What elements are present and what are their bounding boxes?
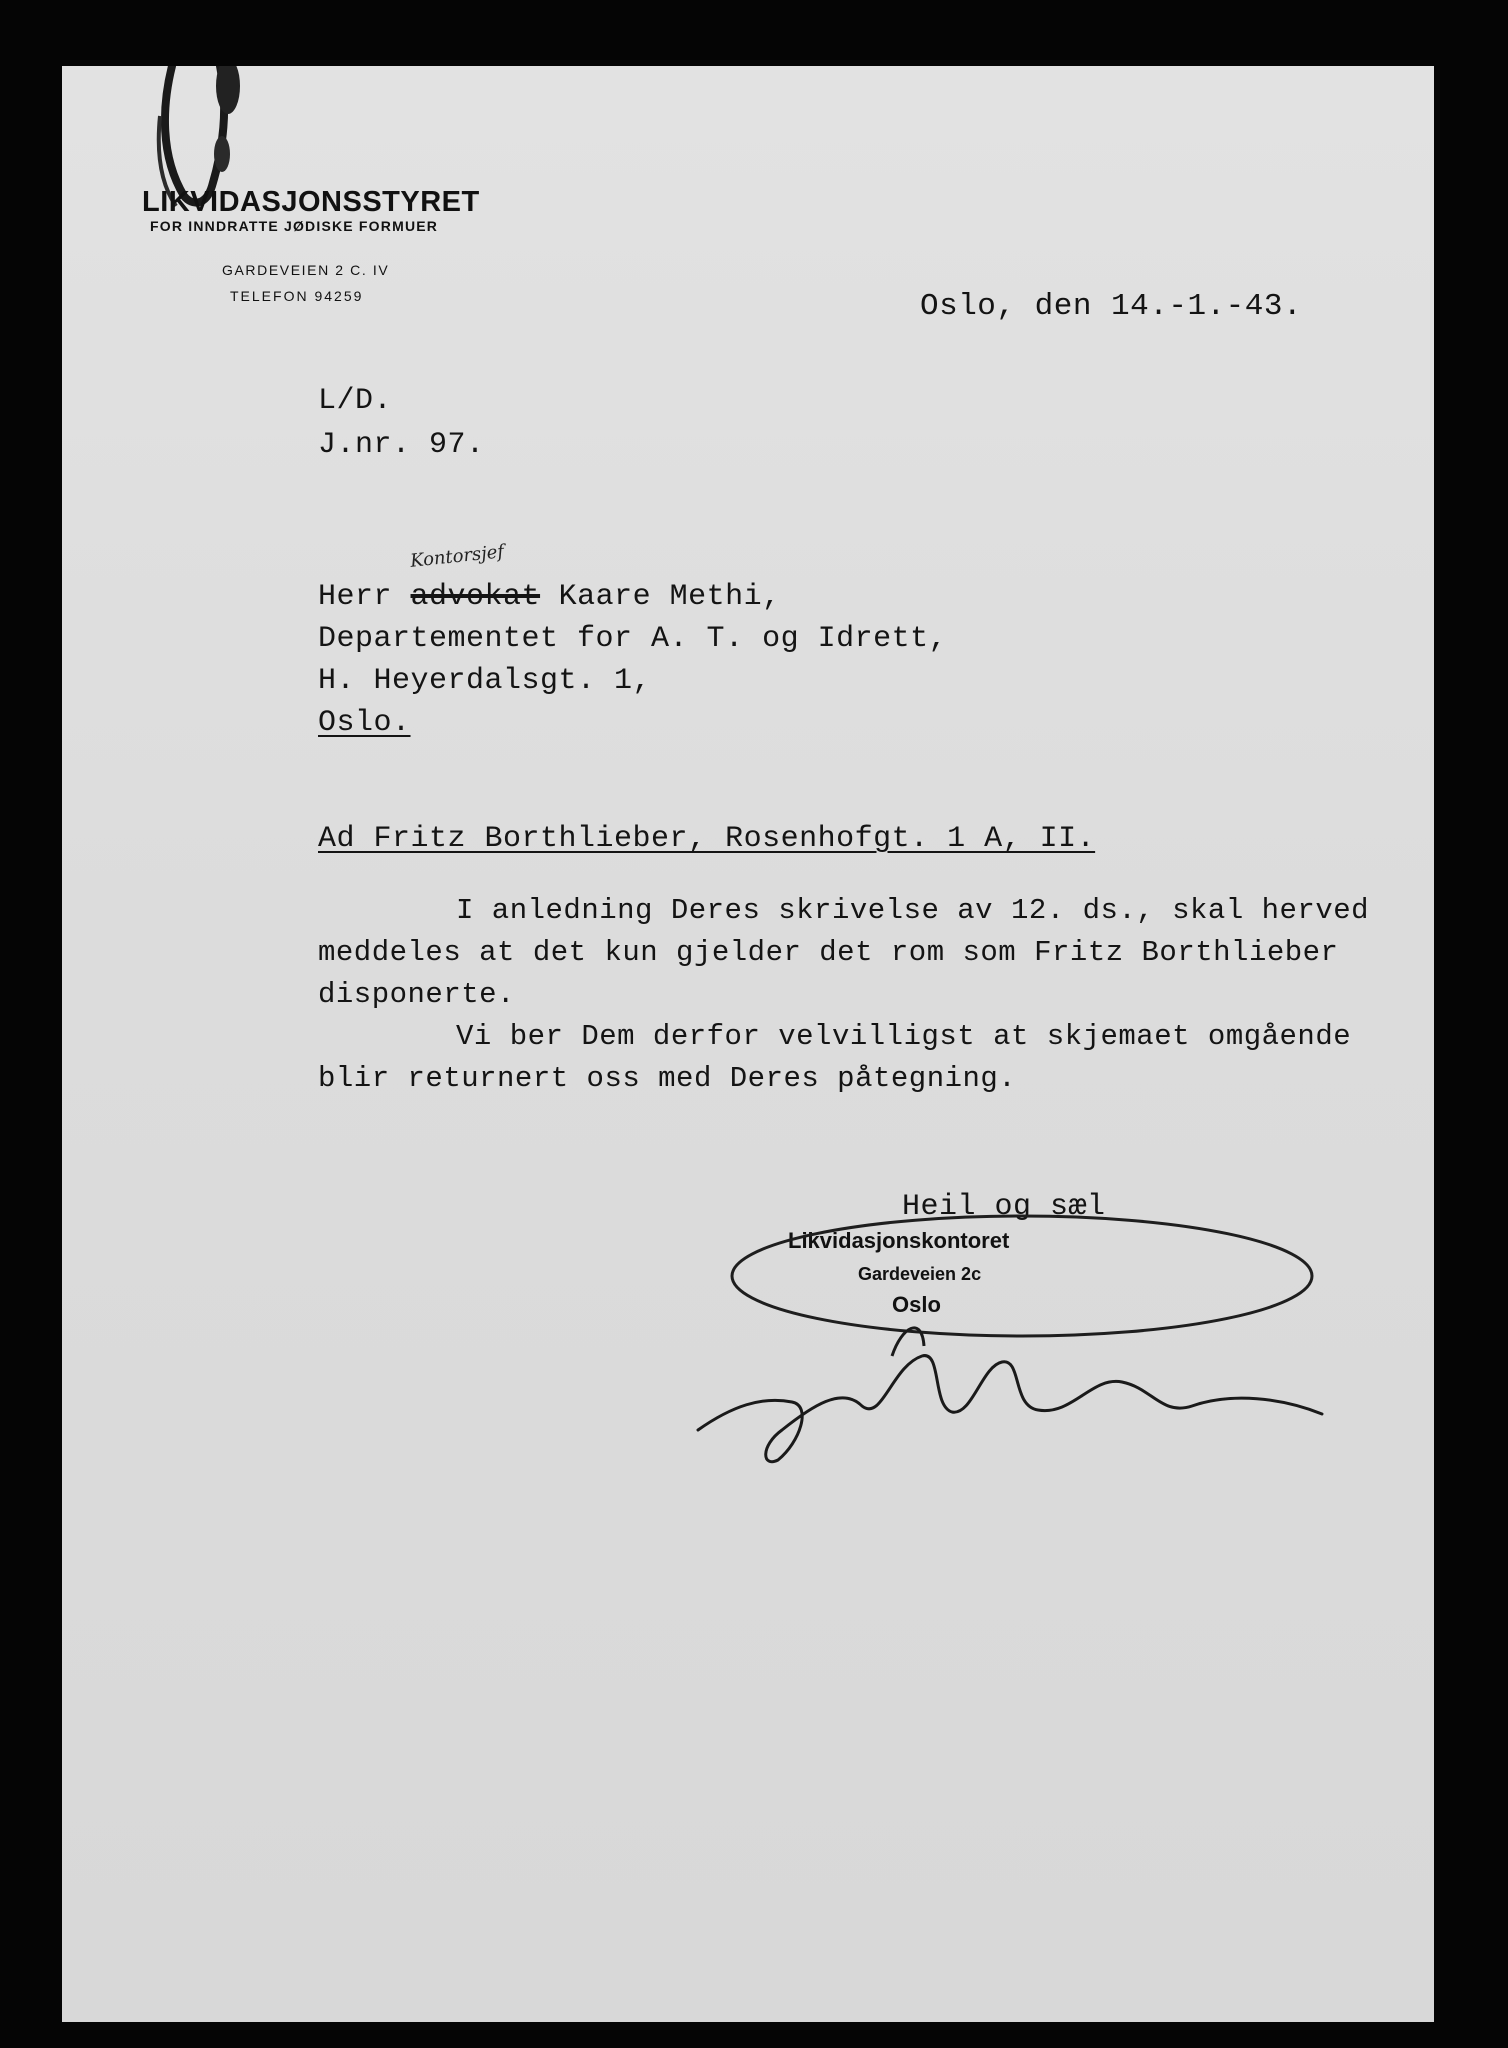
recipient-line <box>318 580 781 614</box>
letterhead-subtitle: FOR INNDRATTE JØDISKE FORMUER <box>150 218 439 234</box>
body-line-3: disponerte. <box>318 978 515 1011</box>
stamp-line-3: Oslo <box>892 1292 941 1317</box>
closing: Heil og sæl <box>902 1190 1106 1224</box>
date-line: Oslo, den 14.-1.-43. <box>920 289 1303 324</box>
recipient-name: Kaare Methi, <box>558 580 781 614</box>
letterhead-org-name: LIKVIDASJONSSTYRET <box>142 186 480 218</box>
letterhead-phone: TELEFON 94259 <box>230 288 364 304</box>
recipient-city: Oslo. <box>318 706 411 740</box>
stamp-line-1: Likvidasjonskontoret <box>788 1228 1010 1253</box>
reference-dept: L/D. <box>318 384 393 418</box>
recipient-struck-title: advokat <box>410 580 541 614</box>
handwritten-title: Kontorsjef <box>409 541 506 572</box>
reference-journal: J.nr. 97. <box>318 428 485 462</box>
body-line-1: I anledning Deres skrivelse av 12. ds., skal herved <box>456 894 1370 927</box>
recipient-salutation: Herr <box>318 580 393 614</box>
body-line-2: meddeles at det kun gjelder det rom som Fritz Borthlieber <box>318 936 1339 969</box>
body-line-5: blir returnert oss med Deres påtegning. <box>318 1062 1017 1095</box>
letterhead-address: GARDEVEIEN 2 C. IV <box>222 262 390 278</box>
body-line-4: Vi ber Dem derfor velvilligst at skjemaet omgående <box>456 1020 1352 1053</box>
letter-paper <box>62 66 1434 2022</box>
signature-drawing <box>692 1206 1332 1466</box>
stamp-line-2: Gardeveien 2c <box>858 1264 982 1284</box>
recipient-department: Departementet for A. T. og Idrett, <box>318 622 948 656</box>
subject-line: Ad Fritz Borthlieber, Rosenhofgt. 1 A, II. <box>318 822 1096 856</box>
recipient-street: H. Heyerdalsgt. 1, <box>318 664 652 698</box>
